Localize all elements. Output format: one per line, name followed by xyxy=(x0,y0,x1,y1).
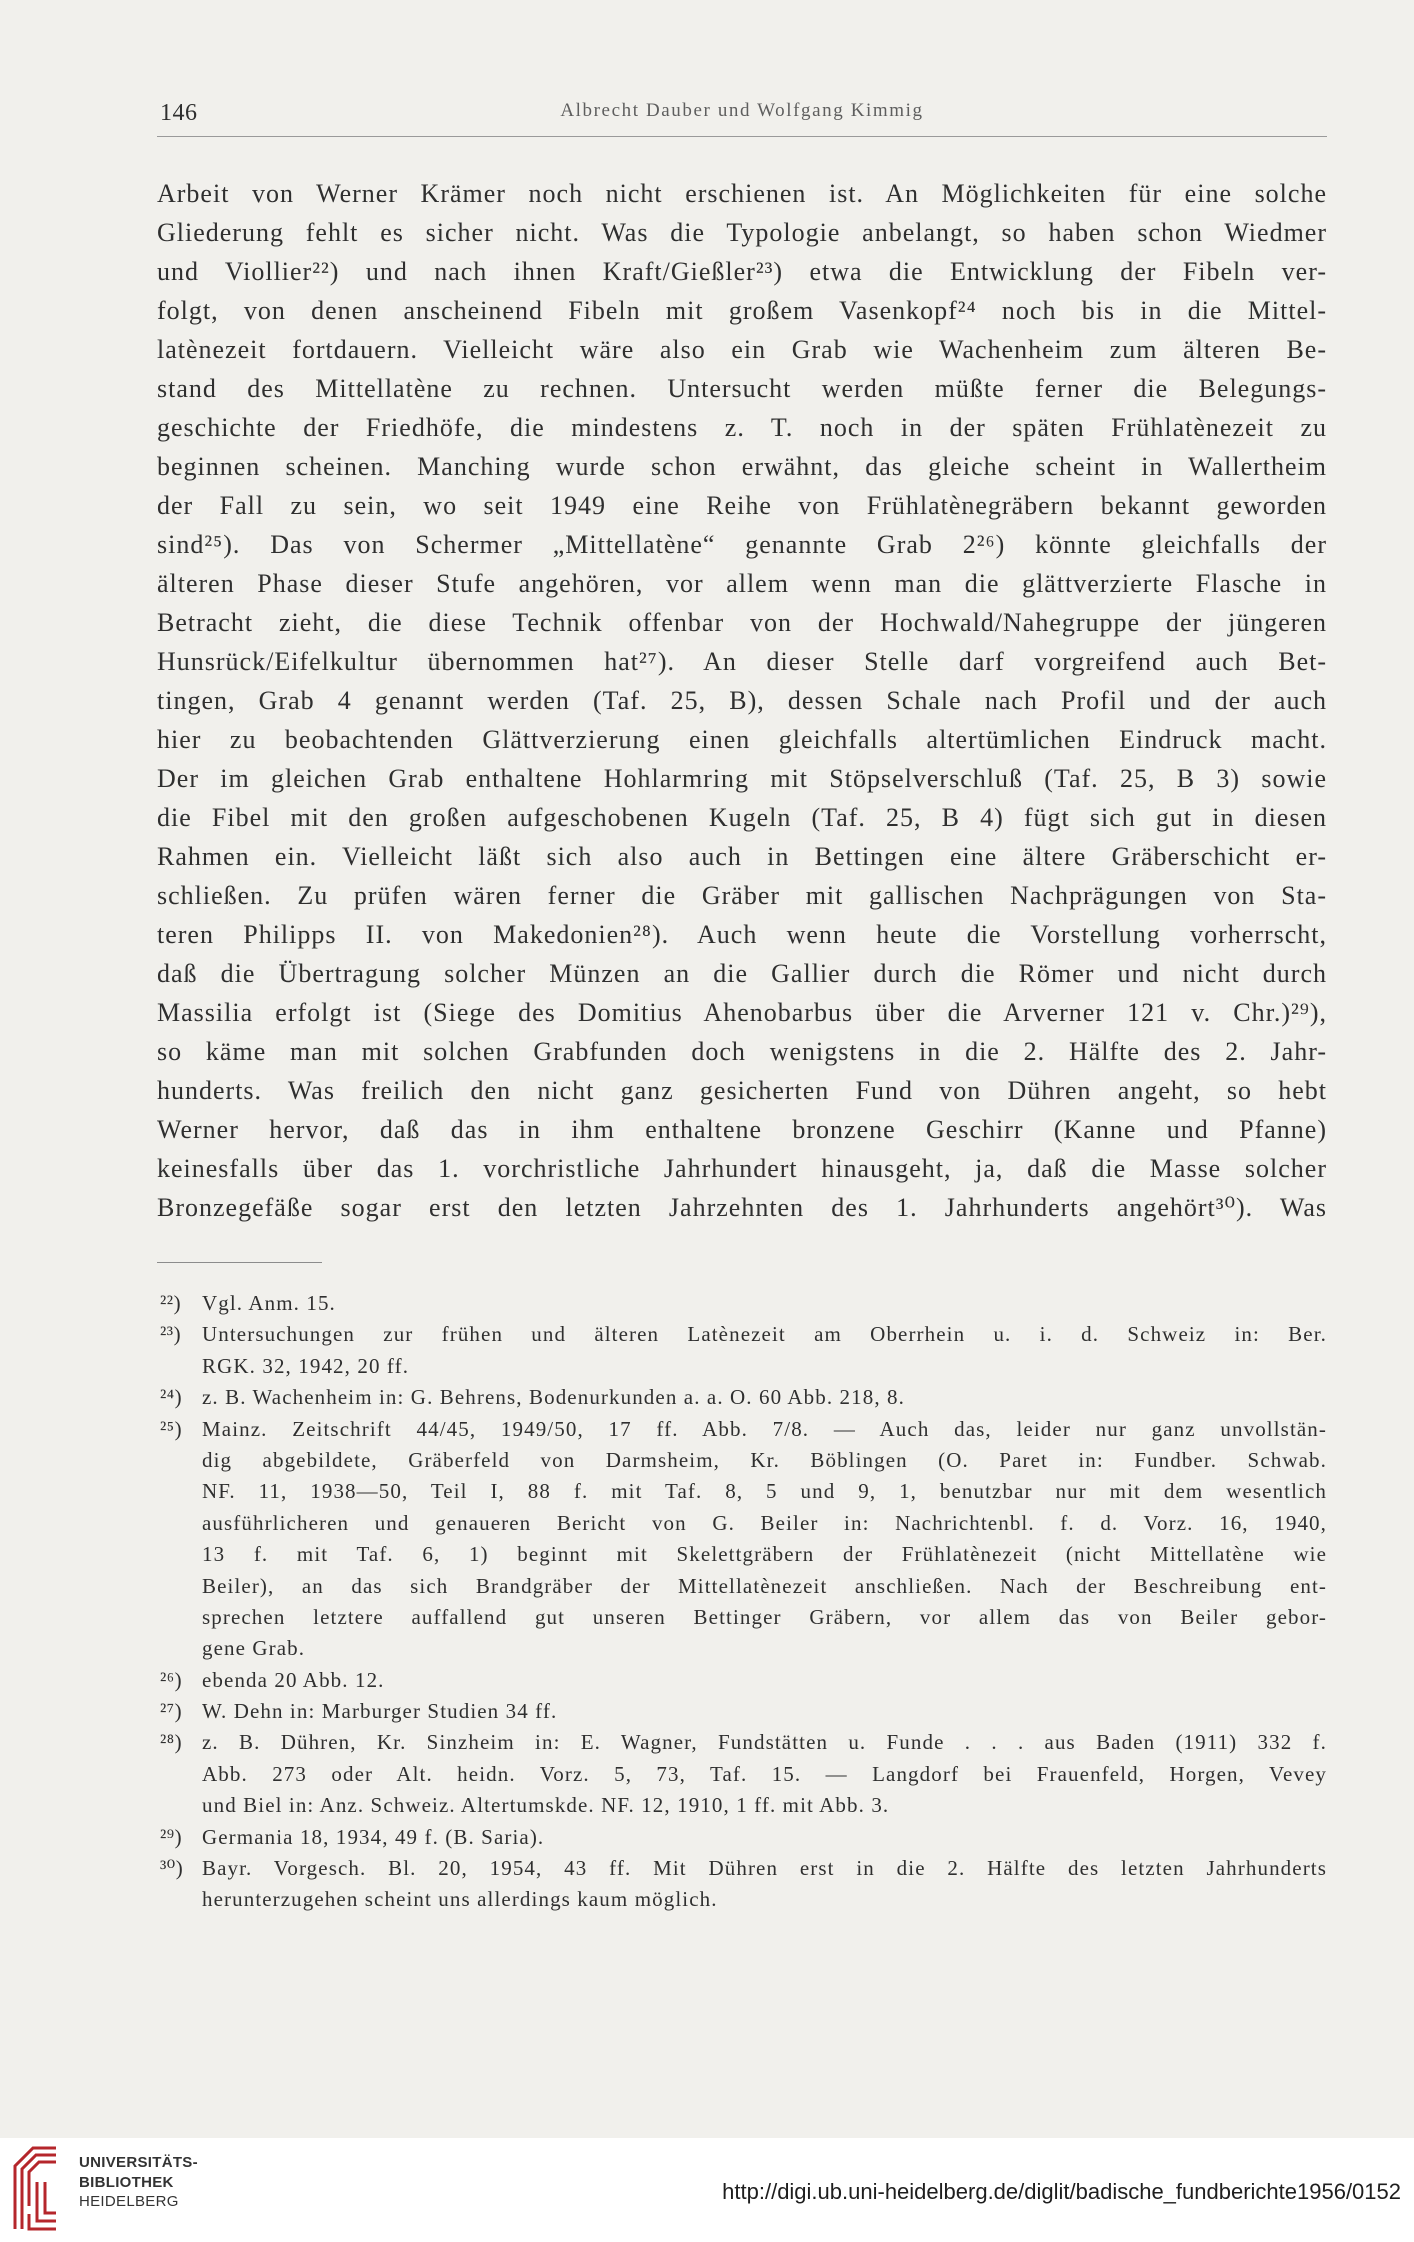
footnote-marker: ³⁰) xyxy=(160,1856,184,1881)
footnote-marker: ²⁵) xyxy=(160,1416,183,1441)
body-text-line: so käme man mit solchen Grabfunden doch wenigstens in die 2. Hälfte des 2. Jahr- xyxy=(157,1037,1327,1066)
body-text-line: schließen. Zu prüfen wären ferner die Gräber mit gallischen Nachprägungen von Sta- xyxy=(157,881,1327,910)
body-text xyxy=(157,174,1327,1227)
footnote-marker: ²⁴) xyxy=(160,1385,183,1410)
running-title: Albrecht Dauber und Wolfgang Kimmig xyxy=(560,100,924,121)
footnote-text-line: und Biel in: Anz. Schweiz. Altertumskde. NF. 12, 1910, 1 ff. mit Abb. 3. xyxy=(202,1793,890,1818)
footnote-text-line: ausführlicheren und genaueren Bericht von G. Beiler in: Nachrichtenbl. f. d. Vorz. 16, 1940, xyxy=(202,1510,1327,1535)
footnote xyxy=(157,1382,1327,1413)
library-name-line: HEIDELBERG xyxy=(79,2193,179,2210)
footnote xyxy=(157,1319,1327,1382)
footnote-text-line: Vgl. Anm. 15. xyxy=(202,1291,336,1315)
footnote xyxy=(157,1822,1327,1853)
body-text-line: tingen, Grab 4 genannt werden (Taf. 25, B), dessen Schale nach Profil und der auch xyxy=(157,686,1327,715)
library-footer xyxy=(0,2138,1414,2242)
header-rule xyxy=(157,136,1327,137)
body-text-line: beginnen scheinen. Manching wurde schon erwähnt, das gleiche scheint in Wallertheim xyxy=(157,452,1327,481)
footnote-marker: ²⁸) xyxy=(160,1730,183,1755)
footnote-text-line: Abb. 273 oder Alt. heidn. Vorz. 5, 73, Taf. 15. — Langdorf bei Frauenfeld, Horgen, Vevey xyxy=(202,1761,1327,1786)
footnote-marker: ²⁹) xyxy=(160,1824,183,1849)
footnote-text-line: Mainz. Zeitschrift 44/45, 1949/50, 17 ff. Abb. 7/8. — Auch das, leider nur ganz unvollstän- xyxy=(202,1416,1327,1441)
footnote-text-line: z. B. Wachenheim in: G. Behrens, Bodenurkunden a. a. O. 60 Abb. 218, 8. xyxy=(202,1385,905,1410)
body-text-line: keinesfalls über das 1. vorchristliche Jahrhundert hinausgeht, ja, daß die Masse solcher xyxy=(157,1154,1327,1183)
footnote-text-line: dig abgebildete, Gräberfeld von Darmsheim, Kr. Böblingen (O. Paret in: Fundber. Schwab. xyxy=(202,1447,1327,1472)
library-name-line: BIBLIOTHEK xyxy=(79,2173,174,2191)
footnote-text-line: W. Dehn in: Marburger Studien 34 ff. xyxy=(202,1699,558,1724)
footnote-marker: ²⁷) xyxy=(160,1699,183,1724)
page-number: 146 xyxy=(160,100,198,126)
body-text-line: geschichte der Friedhöfe, die mindestens z. T. noch in der späten Frühlatènezeit zu xyxy=(157,413,1327,442)
footnote-text-line: ebenda 20 Abb. 12. xyxy=(202,1667,385,1692)
footnote xyxy=(157,1665,1327,1696)
footnote-text-line: Germania 18, 1934, 49 f. (B. Saria). xyxy=(202,1824,545,1849)
body-text-line: daß die Übertragung solcher Münzen an die Gallier durch die Römer und nicht durch xyxy=(157,959,1327,988)
footnote-marker: ²⁶) xyxy=(160,1667,183,1692)
footnote-marker: ²³) xyxy=(160,1322,182,1347)
footnote-text-line: NF. 11, 1938—50, Teil I, 88 f. mit Taf. 8, 5 und 9, 1, benutzbar nur mit dem wesentlich xyxy=(202,1479,1327,1504)
body-text-line: folgt, von denen anscheinend Fibeln mit großem Vasenkopf²⁴ noch bis in die Mittel- xyxy=(157,296,1327,325)
body-text-line: Betracht zieht, die diese Technik offenbar von der Hochwald/Nahegruppe der jüngeren xyxy=(157,608,1327,637)
footnote xyxy=(157,1727,1327,1821)
footnote-text-line: gene Grab. xyxy=(202,1636,306,1661)
body-text-line: Hunsrück/Eifelkultur übernommen hat²⁷). An dieser Stelle darf vorgreifend auch Bet- xyxy=(157,647,1327,676)
body-text-line: Werner hervor, daß das in ihm enthaltene bronzene Geschirr (Kanne und Pfanne) xyxy=(157,1115,1327,1144)
ub-heidelberg-logo-icon xyxy=(9,2144,59,2232)
footnote xyxy=(157,1696,1327,1727)
footnote xyxy=(157,1853,1327,1916)
footnote-text-line: z. B. Dühren, Kr. Sinzheim in: E. Wagner, Fundstätten u. Funde . . . aus Baden (1911) 332 f. xyxy=(202,1730,1327,1755)
body-text-line: sind²⁵). Das von Schermer „Mittellatène“ genannte Grab 2²⁶) könnte gleichfalls der xyxy=(157,530,1327,559)
footnotes xyxy=(157,1288,1327,1916)
body-text-line: Massilia erfolgt ist (Siege des Domitius Ahenobarbus über die Arverner 121 v. Chr.)²⁹), xyxy=(157,998,1327,1027)
footnote-text-line: RGK. 32, 1942, 20 ff. xyxy=(202,1353,410,1378)
footnote xyxy=(157,1288,1327,1319)
body-text-line: Arbeit von Werner Krämer noch nicht erschienen ist. An Möglichkeiten für eine solche xyxy=(157,179,1327,208)
source-url: http://digi.ub.uni-heidelberg.de/diglit/badische_fundberichte1956/0152 xyxy=(722,2179,1401,2204)
body-text-line: älteren Phase dieser Stufe angehören, vor allem wenn man die glättverzierte Flasche in xyxy=(157,569,1327,598)
footnote-text-line: sprechen letztere auffallend gut unseren Bettinger Gräbern, vor allem das von Beiler gebor- xyxy=(202,1604,1327,1629)
body-text-line: Der im gleichen Grab enthaltene Hohlarmring mit Stöpselverschluß (Taf. 25, B 3) sowie xyxy=(157,764,1327,793)
body-text-line: stand des Mittellatène zu rechnen. Untersucht werden müßte ferner die Belegungs- xyxy=(157,374,1327,403)
body-text-line: der Fall zu sein, wo seit 1949 eine Reihe von Frühlatènegräbern bekannt geworden xyxy=(157,491,1327,520)
footnote-separator xyxy=(157,1262,322,1263)
body-text-line: latènezeit fortdauern. Vielleicht wäre also ein Grab wie Wachenheim zum älteren Be- xyxy=(157,335,1327,364)
footnote-text-line: herunterzugehen scheint uns allerdings kaum möglich. xyxy=(202,1887,718,1912)
footnote-text-line: 13 f. mit Taf. 6, 1) beginnt mit Skelettgräbern der Frühlatènezeit (nicht Mittellatène wie xyxy=(202,1542,1327,1567)
footnote-marker: ²²) xyxy=(160,1291,182,1315)
footnote-text-line: Beiler), an das sich Brandgräber der Mittellatènezeit anschließen. Nach der Beschreibung ent- xyxy=(202,1573,1327,1598)
body-text-line: teren Philipps II. von Makedonien²⁸). Auch wenn heute die Vorstellung vorherrscht, xyxy=(157,920,1327,949)
footnote-text-line: Bayr. Vorgesch. Bl. 20, 1954, 43 ff. Mit Dühren erst in die 2. Hälfte des letzten Jahrhunderts xyxy=(202,1856,1327,1881)
library-name-line: UNIVERSITÄTS- xyxy=(79,2154,198,2171)
body-text-line: die Fibel mit den großen aufgeschobenen Kugeln (Taf. 25, B 4) fügt sich gut in diesen xyxy=(157,803,1327,832)
body-text-line: und Viollier²²) und nach ihnen Kraft/Gießler²³) etwa die Entwicklung der Fibeln ver- xyxy=(157,257,1327,286)
body-text-line: Rahmen ein. Vielleicht läßt sich also auch in Bettingen eine ältere Gräberschicht er- xyxy=(157,842,1327,871)
footnote xyxy=(157,1414,1327,1665)
body-text-line: hunderts. Was freilich den nicht ganz gesicherten Fund von Dühren angeht, so hebt xyxy=(157,1076,1327,1105)
footnote-text-line: Untersuchungen zur frühen und älteren Latènezeit am Oberrhein u. i. d. Schweiz in: Ber. xyxy=(202,1322,1327,1347)
library-name xyxy=(79,2153,198,2212)
body-text-line: Bronzegefäße sogar erst den letzten Jahrzehnten des 1. Jahrhunderts angehört³⁰). Was xyxy=(157,1193,1327,1222)
body-text-line: hier zu beobachtenden Glättverzierung einen gleichfalls altertümlichen Eindruck macht. xyxy=(157,725,1327,754)
body-text-line: Gliederung fehlt es sicher nicht. Was die Typologie anbelangt, so haben schon Wiedmer xyxy=(157,218,1327,247)
